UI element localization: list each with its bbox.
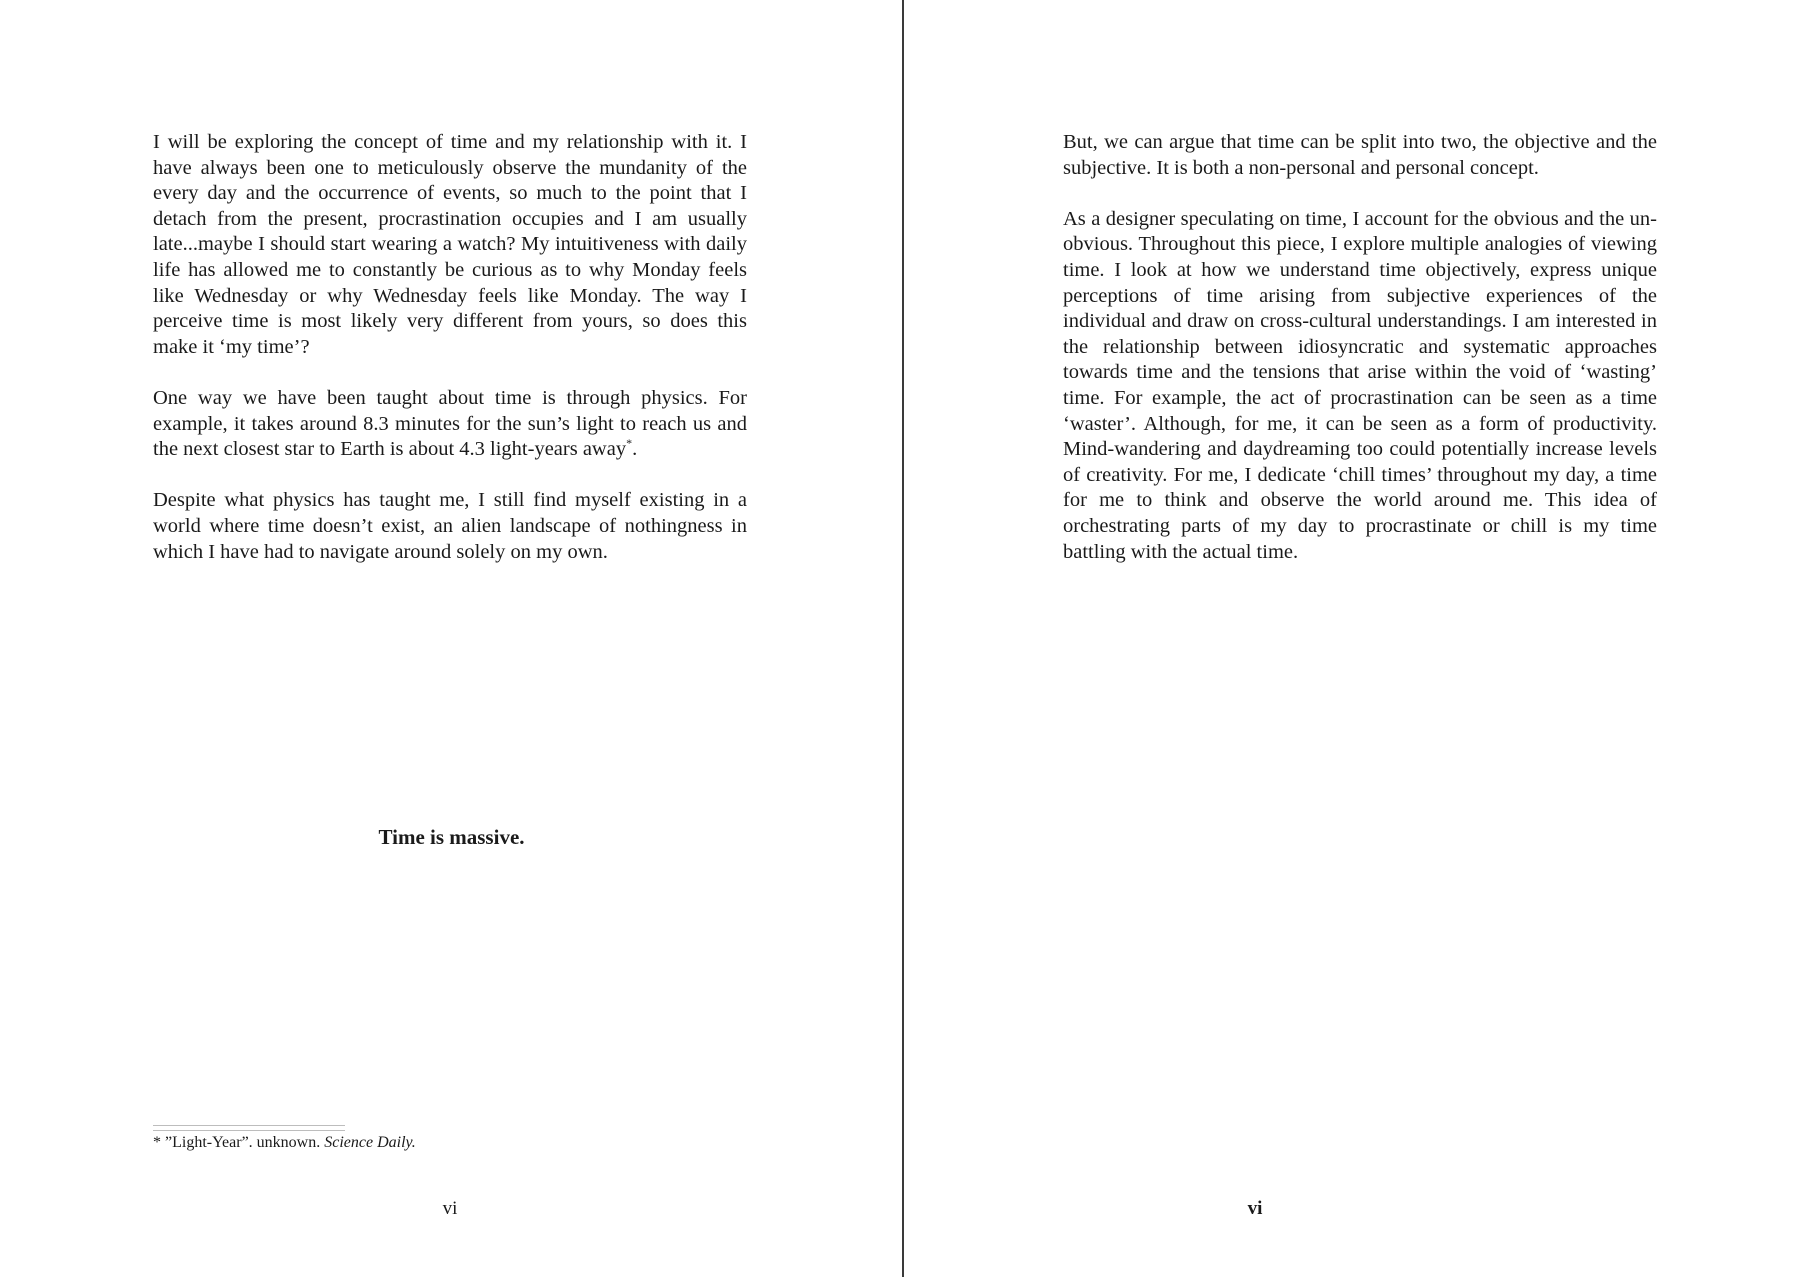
left-paragraph-2 (153, 386, 747, 463)
footnote-marker[interactable]: * (626, 436, 633, 451)
right-body-text (1063, 130, 1657, 565)
right-paragraph-2: As a designer speculating on time, I account for the obvious and the un-obvious. Throughout this piece, I explore multiple analogies of viewing time. I look at how we understand time objectively, express unique perceptions of time arising from subjective experiences of the individual and draw on cross-cultural understandings. I am interested in the relationship between idiosyncratic and systematic approaches towards time and the tensions that arise within the void of ‘wasting’ time. For example, the act of procrastination can be seen as a time ‘waster’. Although, for me, it can be seen as a form of productivity. Mind-wandering and daydreaming too could potentially increase levels of creativity. For me, I dedicate ‘chill times’ throughout my day, a time for me to think and observe the world around me. This idea of orchestrating parts of my day to procrastinate or chill is my time battling with the actual time. (1063, 207, 1657, 563)
right-page (905, 0, 1805, 1277)
pull-quote: Time is massive. (378, 825, 525, 849)
left-paragraph-2-end: . (632, 438, 638, 461)
left-body-text (153, 130, 747, 565)
left-page-number: vi (442, 1198, 458, 1219)
footnote-source: Science Daily. (324, 1134, 416, 1151)
footnote-text: * ”Light-Year”. unknown. (153, 1134, 325, 1151)
footnote (153, 1133, 416, 1153)
left-paragraph-2-text: One way we have been taught about time is through physics. For example, it takes around 8.3 minutes for the sun’s light to reach us and the next closest star to Earth is about 4.3 light-years away (153, 386, 747, 461)
right-page-number: vi (1247, 1198, 1263, 1219)
page-gutter-divider (902, 0, 904, 1277)
left-paragraph-1: I will be exploring the concept of time and my relationship with it. I have always been one to meticulously observe the mundanity of the every day and the occurrence of events, so much to the point that I detach from the present, procrastination occupies and I am usually late...maybe I should start wearing a watch? My intuitiveness with daily life has allowed me to constantly be curious as to why Monday feels like Wednesday or why Wednesday feels like Monday. The way I perceive time is most likely very different from yours, so does this make it ‘my time’? (153, 131, 747, 358)
right-paragraph-1: But, we can argue that time can be split into two, the objective and the subjective. It is both a non-personal and personal concept. (1063, 131, 1657, 179)
left-paragraph-3: Despite what physics has taught me, I still find myself existing in a world where time doesn’t exist, an alien landscape of nothingness in which I have had to navigate around solely on my own. (153, 489, 747, 563)
footnote-divider (153, 1125, 345, 1131)
